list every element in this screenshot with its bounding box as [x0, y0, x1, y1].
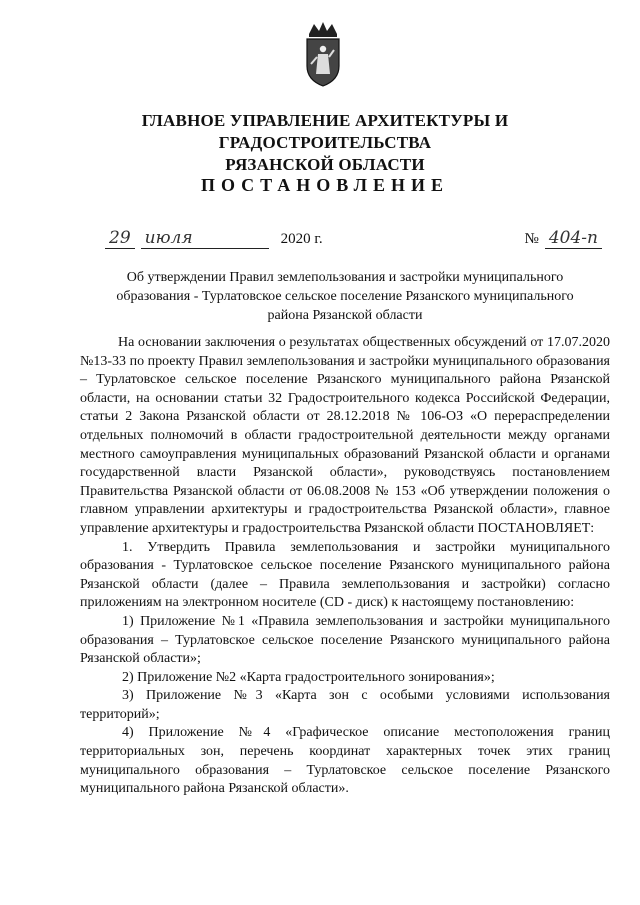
- subject-line-2: образования - Турлатовское сельское поселение Рязанского муниципального: [116, 289, 574, 304]
- subject-line-1: Об утверждении Правил землепользования и застройки муниципального: [126, 270, 564, 285]
- number-prefix: №: [524, 231, 539, 247]
- document-date: [105, 228, 323, 249]
- sub-item-4: 4) Приложение №4 «Графическое описание местоположения границ территориальных зон, перечень координат характерных точек этих границ муниципального образования – Турлатовское сельское поселение Рязанского муниципального района Рязанской области».: [80, 725, 610, 797]
- organization-line-1: ГЛАВНОЕ УПРАВЛЕНИЕ АРХИТЕКТУРЫ И ГРАДОСТРОИТЕЛЬСТВА: [141, 111, 509, 152]
- preamble-paragraph: На основании заключения о результатах общественных обсуждений от 17.07.2020 №13-33 по проекту Правил землепользования и застройки муниципального образования – Турлатовское сельское поселение Рязанского муниципального района Рязанской области, на основании статьи 32 Градостроительного кодекса Российской Федерации, статьи 2 Закона Рязанской области от 28.12.2018 № 106-ОЗ «О перераспределении отдельных полномочий в области градостроительной деятельности между органами местного самоуправления муниципальных образований Рязанской области и органами государственной власти Рязанской области», руководствуясь постановлением Правительства Рязанской области от 06.08.2008 № 153 «Об утверждении положения о главном управлении архитектуры и градостроительства Рязанской области», главное управление архитектуры и градостроительства Рязанской области ПОСТАНОВЛЯЕТ:: [80, 335, 610, 536]
- coat-of-arms-icon: [300, 20, 346, 88]
- sub-item-2: 2) Приложение №2 «Карта градостроительного зонирования»;: [122, 669, 495, 685]
- sub-item-1: 1) Приложение №1 «Правила землепользования и застройки муниципального образования – Турлатовское сельское поселение Рязанского муниципального района Рязанской области»;: [80, 613, 610, 667]
- organization-name: [40, 110, 610, 176]
- sub-item-3: 3) Приложение №3 «Карта зон с особыми условиями использования территорий»;: [80, 688, 610, 722]
- item-1-paragraph: 1. Утвердить Правила землепользования и застройки муниципального образования - Турлатовское сельское поселение Рязанского муниципального района Рязанской области (далее – Правила землепользования и застройки) согласно приложениям на электронном носителе (CD - диск) к настоящему постановлению:: [80, 539, 610, 611]
- organization-line-2: РЯЗАНСКОЙ ОБЛАСТИ: [225, 155, 425, 174]
- subject-line-3: района Рязанской области: [267, 308, 423, 323]
- date-year: 2020 г.: [280, 231, 323, 247]
- document-type: ПОСТАНОВЛЕНИЕ: [200, 175, 450, 195]
- document-body: [80, 334, 610, 799]
- date-month: июля: [141, 228, 269, 249]
- date-day: 29: [105, 228, 135, 249]
- document-number: [525, 228, 602, 249]
- document-subject: [85, 268, 605, 325]
- number-value: 404-п: [545, 228, 602, 249]
